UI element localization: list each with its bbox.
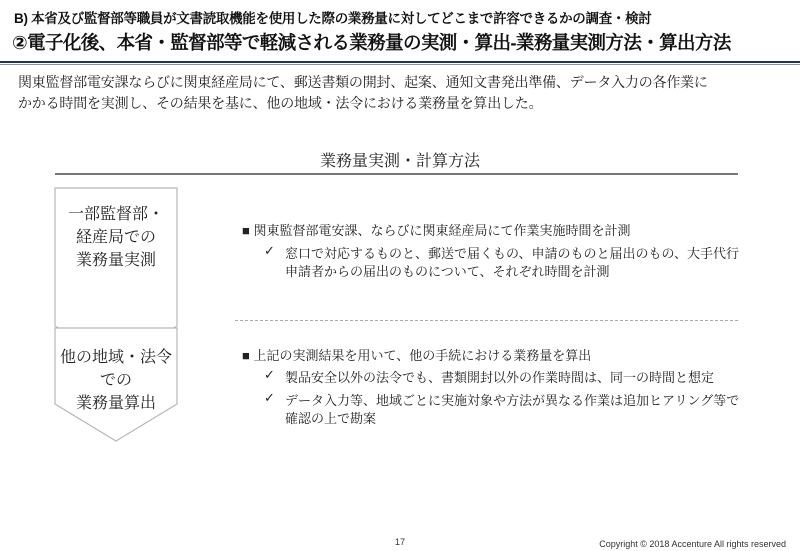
step-1-label xyxy=(55,203,177,272)
section-rule xyxy=(55,173,738,175)
check-icon: ✓ xyxy=(264,243,275,258)
step-2-check-2-line-1: データ入力等、地域ごとに実施対象や方法が異なる作業は追加ヒアリング等で xyxy=(285,393,740,408)
step-1-label-line: 業務量実測 xyxy=(75,252,156,269)
step-1-check-1-line-2: 申請者からの届出のものについて、それぞれ時間を計測 xyxy=(285,264,610,279)
step-2-label xyxy=(55,346,177,415)
title-rule-thin xyxy=(0,64,800,65)
check-icon: ✓ xyxy=(264,390,275,405)
step-2-bullet: ■ 上記の実測結果を用いて、他の手続における業務量を算出 xyxy=(242,348,592,363)
step-2-check-1: 製品安全以外の法令でも、書類開封以外の作業時間は、同一の時間と想定 xyxy=(285,370,715,385)
title-rule xyxy=(0,61,800,63)
step-2-check-2-line-2: 確認の上で勘案 xyxy=(285,411,377,426)
slide-subtitle: B) 本省及び監督部等職員が文書読取機能を使用した際の業務量に対してどこまで許容できるかの調査・検討 xyxy=(14,11,652,26)
step-1-label-line: 経産局での xyxy=(75,229,156,246)
copyright: Copyright © 2018 Accenture All rights reserved xyxy=(599,539,786,549)
section-divider xyxy=(235,320,738,321)
page-number: 17 xyxy=(395,537,406,547)
step-1-label-line: 一部監督部・ xyxy=(67,206,164,223)
intro-line-2: かかる時間を実測し、その結果を基に、他の地域・法令における業務量を算出した。 xyxy=(18,95,543,111)
slide-title: ②電子化後、本省・監督部等で軽減される業務量の実測・算出-業務量実測方法・算出方法 xyxy=(12,32,731,53)
section-title: 業務量実測・計算方法 xyxy=(319,153,480,170)
check-icon: ✓ xyxy=(264,367,275,382)
intro-line-1: 関東監督部電安課ならびに関東経産局にて、郵送書類の開封、起案、通知文書発出準備、データ入力の各作業に xyxy=(18,74,708,90)
step-2-label-line: 業務量算出 xyxy=(75,395,156,412)
step-1-bullet: ■ 関東監督部電安課、ならびに関東経産局にて作業実施時間を計測 xyxy=(242,223,631,238)
step-1-check-1-line-1: 窓口で対応するものと、郵送で届くもの、申請のものと届出のもの、大手代行 xyxy=(285,246,739,261)
step-2-label-line: 他の地域・法令での xyxy=(59,349,172,389)
